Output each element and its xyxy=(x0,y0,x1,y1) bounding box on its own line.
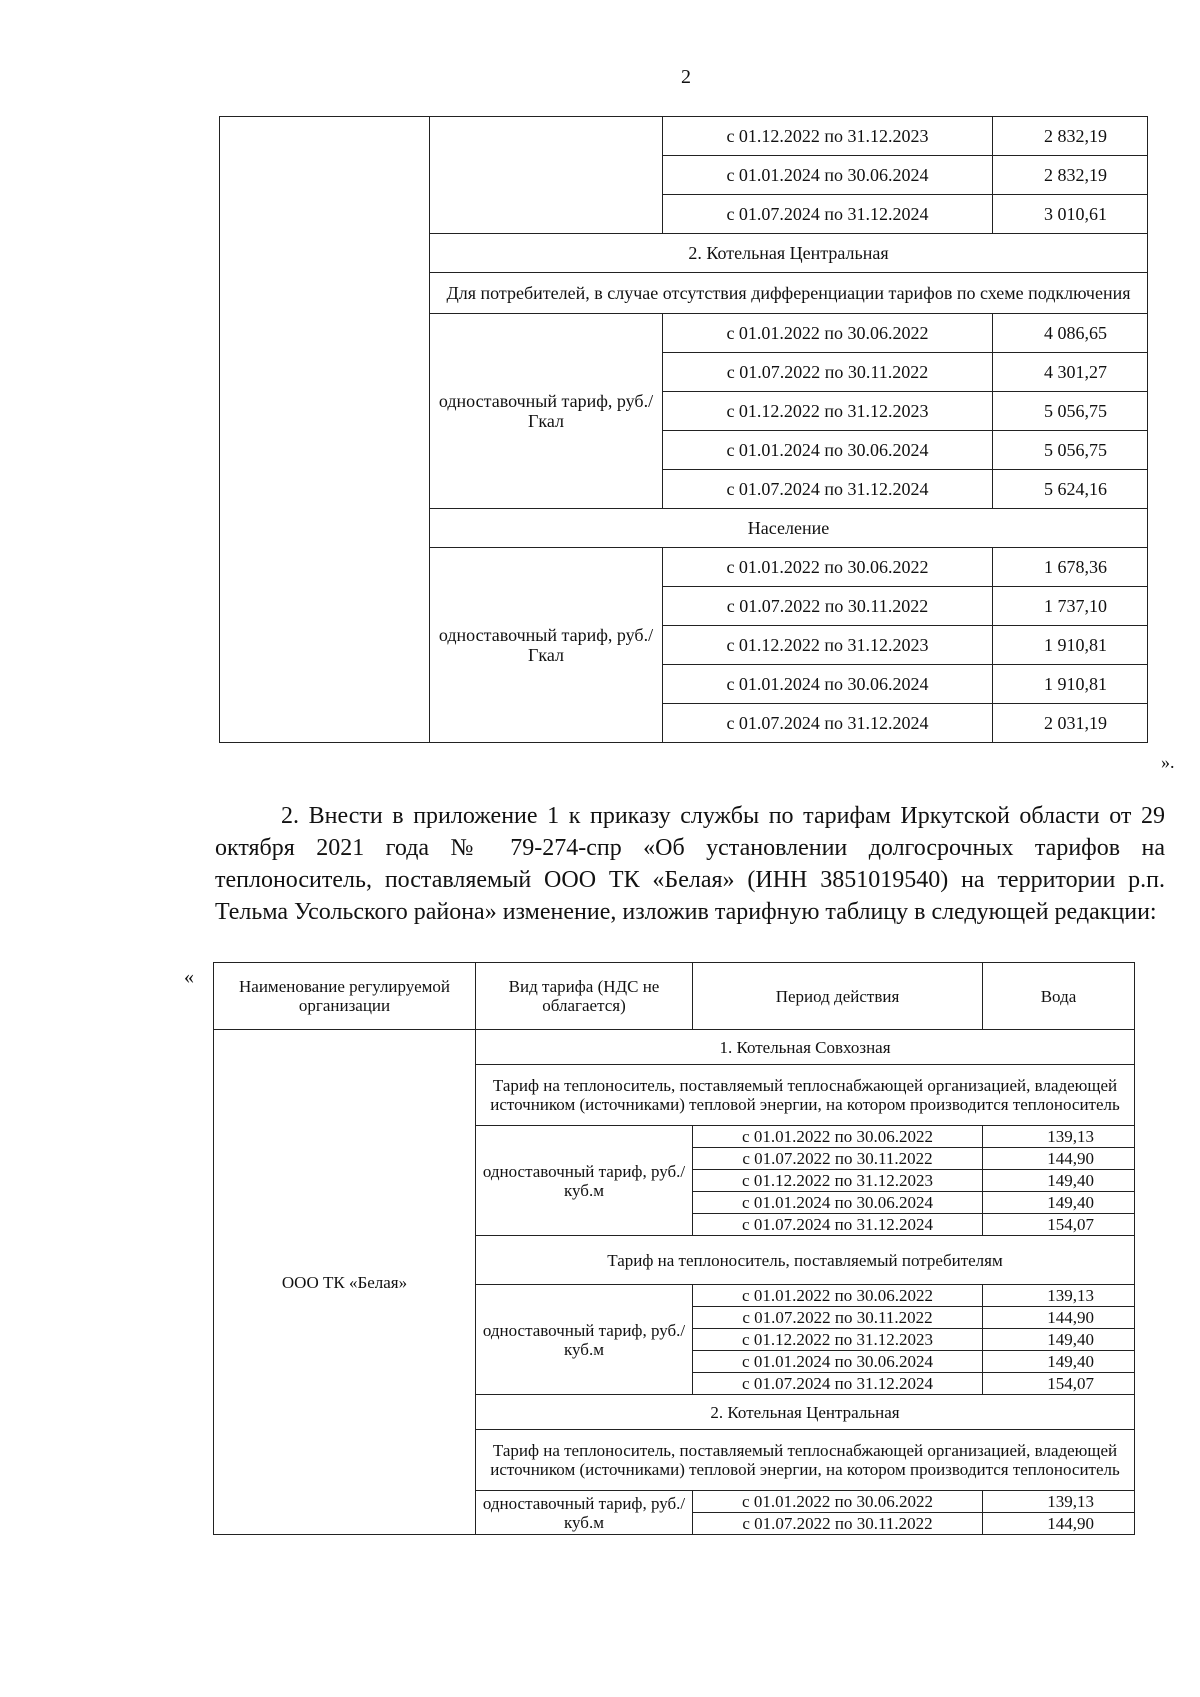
value-cell: 139,13 xyxy=(983,1491,1135,1513)
period-cell: с 01.01.2022 по 30.06.2022 xyxy=(663,548,993,587)
closing-quote: ». xyxy=(1161,752,1175,772)
section-title: 2. Котельная Центральная xyxy=(430,234,1148,273)
period-cell: с 01.01.2024 по 30.06.2024 xyxy=(663,156,993,195)
value-cell: 2 031,19 xyxy=(993,704,1148,743)
value-cell: 1 910,81 xyxy=(993,665,1148,704)
tariff-type-label: одноставочный тариф, руб./куб.м xyxy=(476,1491,693,1535)
value-cell: 1 910,81 xyxy=(993,626,1148,665)
tariff-type-label: одноставочный тариф, руб./Гкал xyxy=(430,314,663,509)
org-name: ООО ТК «Белая» xyxy=(214,1030,476,1535)
period-cell: с 01.07.2024 по 31.12.2024 xyxy=(693,1373,983,1395)
table-row xyxy=(220,117,1148,156)
period-cell: с 01.12.2022 по 31.12.2023 xyxy=(663,117,993,156)
period-cell: с 01.01.2024 по 30.06.2024 xyxy=(693,1351,983,1373)
period-cell: с 01.12.2022 по 31.12.2023 xyxy=(693,1329,983,1351)
period-cell: с 01.07.2024 по 31.12.2024 xyxy=(663,195,993,234)
period-cell: с 01.07.2022 по 30.11.2022 xyxy=(693,1148,983,1170)
value-cell: 144,90 xyxy=(983,1148,1135,1170)
period-cell: с 01.01.2024 по 30.06.2024 xyxy=(663,665,993,704)
period-cell: с 01.12.2022 по 31.12.2023 xyxy=(693,1170,983,1192)
value-cell: 1 678,36 xyxy=(993,548,1148,587)
value-cell: 1 737,10 xyxy=(993,587,1148,626)
amendment-paragraph xyxy=(215,800,1165,928)
header-type: Вид тарифа (НДС не облагается) xyxy=(476,963,693,1030)
tariff-table-continuation xyxy=(219,116,1148,743)
subsection-title: Для потребителей, в случае отсутствия дифференциации тарифов по схеме подключения xyxy=(430,273,1148,314)
period-cell: с 01.01.2022 по 30.06.2022 xyxy=(693,1491,983,1513)
value-cell: 5 056,75 xyxy=(993,431,1148,470)
value-cell: 2 832,19 xyxy=(993,156,1148,195)
type-cell xyxy=(430,117,663,234)
value-cell: 139,13 xyxy=(983,1126,1135,1148)
value-cell: 144,90 xyxy=(983,1513,1135,1535)
tariff-type-label: одноставочный тариф, руб./Гкал xyxy=(430,548,663,743)
value-cell: 154,07 xyxy=(983,1373,1135,1395)
section-title: 2. Котельная Центральная xyxy=(476,1395,1135,1430)
population-title: Население xyxy=(430,509,1148,548)
value-cell: 5 056,75 xyxy=(993,392,1148,431)
header-water: Вода xyxy=(983,963,1135,1030)
period-cell: с 01.07.2024 по 31.12.2024 xyxy=(693,1214,983,1236)
period-cell: с 01.07.2022 по 30.11.2022 xyxy=(693,1307,983,1329)
value-cell: 144,90 xyxy=(983,1307,1135,1329)
period-cell: с 01.07.2024 по 31.12.2024 xyxy=(663,470,993,509)
value-cell: 149,40 xyxy=(983,1170,1135,1192)
period-cell: с 01.01.2024 по 30.06.2024 xyxy=(693,1192,983,1214)
section-title: 1. Котельная Совхозная xyxy=(476,1030,1135,1065)
value-cell: 139,13 xyxy=(983,1285,1135,1307)
value-cell: 2 832,19 xyxy=(993,117,1148,156)
tariff-table-new xyxy=(213,962,1135,1535)
value-cell: 4 301,27 xyxy=(993,353,1148,392)
period-cell: с 01.01.2024 по 30.06.2024 xyxy=(663,431,993,470)
subsection-title: Тариф на теплоноситель, поставляемый теплоснабжающей организацией, владеющей источником (источниками) тепловой энергии, на котором производится теплоноситель xyxy=(476,1065,1135,1126)
header-period: Период действия xyxy=(693,963,983,1030)
period-cell: с 01.07.2024 по 31.12.2024 xyxy=(663,704,993,743)
tariff-type-label: одноставочный тариф, руб./куб.м xyxy=(476,1285,693,1395)
period-cell: с 01.07.2022 по 30.11.2022 xyxy=(693,1513,983,1535)
value-cell: 149,40 xyxy=(983,1351,1135,1373)
period-cell: с 01.07.2022 по 30.11.2022 xyxy=(663,587,993,626)
opening-quote: « xyxy=(184,966,194,988)
value-cell: 3 010,61 xyxy=(993,195,1148,234)
period-cell: с 01.07.2022 по 30.11.2022 xyxy=(663,353,993,392)
subsection-title: Тариф на теплоноситель, поставляемый теплоснабжающей организацией, владеющей источником (источниками) тепловой энергии, на котором производится теплоноситель xyxy=(476,1430,1135,1491)
tariff-type-label: одноставочный тариф, руб./куб.м xyxy=(476,1126,693,1236)
paragraph-text: 2. Внести в приложение 1 к приказу службы по тарифам Иркутской области от 29 октября 2021 года № 79-274-спр «Об установлении долгосрочных тарифов на теплоноситель, поставляемый ООО ТК «Белая» (ИНН 3851019540) на территории р.п. Тельма Усольского района» изменение, изложив тарифную таблицу в следующей редакции: xyxy=(215,803,1165,925)
section-row xyxy=(214,1030,1135,1065)
org-cell xyxy=(220,117,430,743)
value-cell: 5 624,16 xyxy=(993,470,1148,509)
subsection-title: Тариф на теплоноситель, поставляемый потребителям xyxy=(476,1236,1135,1285)
period-cell: с 01.12.2022 по 31.12.2023 xyxy=(663,626,993,665)
period-cell: с 01.12.2022 по 31.12.2023 xyxy=(663,392,993,431)
page-number: 2 xyxy=(681,66,691,88)
value-cell: 154,07 xyxy=(983,1214,1135,1236)
period-cell: с 01.01.2022 по 30.06.2022 xyxy=(693,1285,983,1307)
value-cell: 149,40 xyxy=(983,1192,1135,1214)
value-cell: 4 086,65 xyxy=(993,314,1148,353)
value-cell: 149,40 xyxy=(983,1329,1135,1351)
period-cell: с 01.01.2022 по 30.06.2022 xyxy=(693,1126,983,1148)
header-row xyxy=(214,963,1135,1030)
period-cell: с 01.01.2022 по 30.06.2022 xyxy=(663,314,993,353)
header-org: Наименование регулируемой организации xyxy=(214,963,476,1030)
